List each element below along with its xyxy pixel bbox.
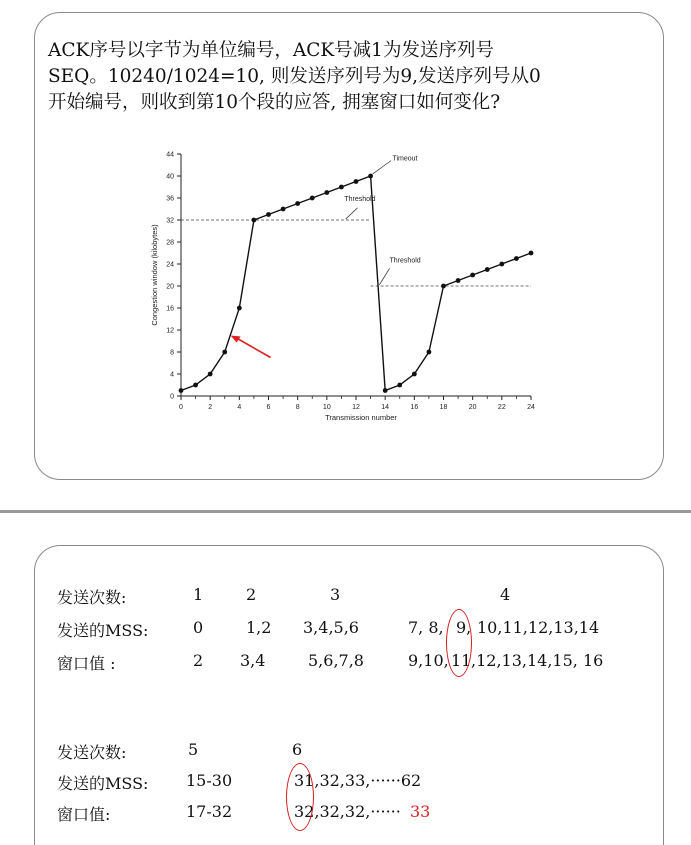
y-tick-label: 4 — [170, 371, 174, 379]
y-tick-label: 20 — [166, 283, 174, 291]
table1-label-rounds: 发送次数: — [57, 588, 127, 607]
red-arrow-shaft — [236, 338, 271, 358]
data-point — [179, 388, 184, 393]
data-point — [281, 207, 286, 212]
data-point — [222, 350, 227, 355]
question-text — [48, 38, 608, 116]
table1-window-cell: 5,6,7,8 — [308, 651, 364, 670]
x-axis-label: Transmission number — [325, 413, 397, 422]
table1-mss-cell: 3,4,5,6 — [303, 618, 359, 637]
x-tick-label: 10 — [322, 404, 331, 411]
threshold-leader — [379, 268, 389, 285]
x-tick-label: 2 — [208, 404, 213, 411]
y-tick-label: 44 — [166, 151, 174, 159]
x-tick-label: 18 — [439, 404, 448, 411]
data-point — [252, 218, 257, 223]
highlight-oval-1 — [446, 609, 472, 677]
y-tick-label: 36 — [166, 195, 174, 203]
table1-mss-cell: 7, 8, — [408, 618, 444, 637]
y-tick-label: 16 — [166, 305, 174, 313]
x-tick-label: 24 — [527, 404, 535, 411]
x-tick-label: 22 — [497, 404, 506, 411]
x-tick-label: 14 — [381, 404, 390, 411]
data-point — [427, 350, 432, 355]
table1-window-cell: ,12,13,14,15, 16 — [471, 651, 604, 670]
data-point — [237, 306, 242, 311]
data-point — [208, 372, 213, 377]
y-tick-label: 40 — [166, 173, 174, 181]
y-tick-label: 8 — [170, 349, 174, 357]
x-tick-label: 6 — [266, 404, 271, 411]
x-tick-label: 20 — [468, 404, 477, 411]
table1-window-highlight: 11 — [451, 651, 472, 670]
data-point — [324, 190, 329, 195]
y-axis-label: Congestion window (kilobytes) — [150, 224, 159, 326]
congestion-line — [181, 176, 531, 391]
table1-round: 4 — [500, 585, 511, 604]
table2-window-cell: 17-32 — [186, 802, 233, 821]
y-tick-label: 12 — [166, 327, 174, 335]
congestion-window-chart — [140, 145, 550, 430]
data-point — [383, 388, 388, 393]
data-point — [441, 284, 446, 289]
data-point — [354, 179, 359, 184]
x-tick-label: 4 — [237, 404, 242, 411]
data-point — [529, 251, 534, 256]
data-point — [368, 174, 373, 179]
table2-window-red-value: 33 — [410, 802, 431, 821]
table2-round: 6 — [292, 740, 303, 759]
data-point — [266, 212, 271, 217]
question-line-1: ACK序号以字节为单位编号，ACK号减1为发送序列号 — [48, 40, 494, 61]
table1-label-window: 窗口值 : — [57, 654, 116, 673]
question-line-3: 开始编号，则收到第10个段的应答, 拥塞窗口如何变化? — [48, 92, 501, 113]
threshold-label: Threshold — [344, 195, 376, 203]
table2-window-cell: 32,32,32,······ — [294, 802, 401, 821]
table1-round: 2 — [246, 585, 257, 604]
threshold-label: Threshold — [389, 257, 421, 265]
x-tick-label: 12 — [352, 404, 360, 411]
table2-mss-cell: 31,32,33,······62 — [294, 771, 422, 790]
table1-window-cell: 3,4 — [240, 651, 266, 670]
data-point — [310, 196, 315, 201]
timeout-leader — [373, 161, 391, 174]
slide-divider — [0, 510, 691, 513]
x-tick-label: 16 — [410, 404, 419, 411]
data-point — [295, 201, 300, 206]
answer-card — [34, 545, 664, 845]
table2-label-rounds: 发送次数: — [57, 743, 127, 762]
highlight-oval-2 — [286, 763, 314, 831]
data-point — [193, 383, 198, 388]
table1-mss-cell: 0 — [193, 618, 204, 637]
data-point — [456, 278, 461, 283]
timeout-label: Timeout — [392, 155, 418, 163]
x-tick-label: 0 — [179, 404, 183, 411]
x-tick-label: 8 — [295, 404, 300, 411]
table1-label-mss: 发送的MSS: — [57, 621, 149, 640]
y-tick-label: 0 — [170, 393, 174, 401]
table2-mss-cell: 15-30 — [186, 771, 233, 790]
table2-label-mss: 发送的MSS: — [57, 774, 149, 793]
table1-window-cell: 2 — [193, 651, 204, 670]
data-point — [339, 185, 344, 190]
data-point — [514, 256, 519, 261]
table1-mss-highlight: 9, — [456, 618, 472, 637]
threshold-leader — [346, 208, 358, 219]
y-tick-label: 28 — [166, 239, 174, 247]
table2-round: 5 — [188, 740, 199, 759]
data-point — [485, 267, 490, 272]
data-point — [470, 273, 475, 278]
table1-round: 3 — [330, 585, 341, 604]
table2-label-window: 窗口值: — [57, 805, 111, 824]
y-tick-label: 24 — [166, 261, 174, 269]
data-point — [499, 262, 504, 267]
data-point — [397, 383, 402, 388]
data-point — [412, 372, 417, 377]
question-line-2: SEQ。10240/1024=10, 则发送序列号为9,发送序列号从0 — [48, 66, 541, 87]
table1-window-cell: 9,10, — [408, 651, 449, 670]
y-tick-label: 32 — [166, 217, 174, 225]
table1-mss-cell: 1,2 — [246, 618, 272, 637]
table1-round: 1 — [193, 585, 204, 604]
table1-mss-cell: 10,11,12,13,14 — [477, 618, 600, 637]
